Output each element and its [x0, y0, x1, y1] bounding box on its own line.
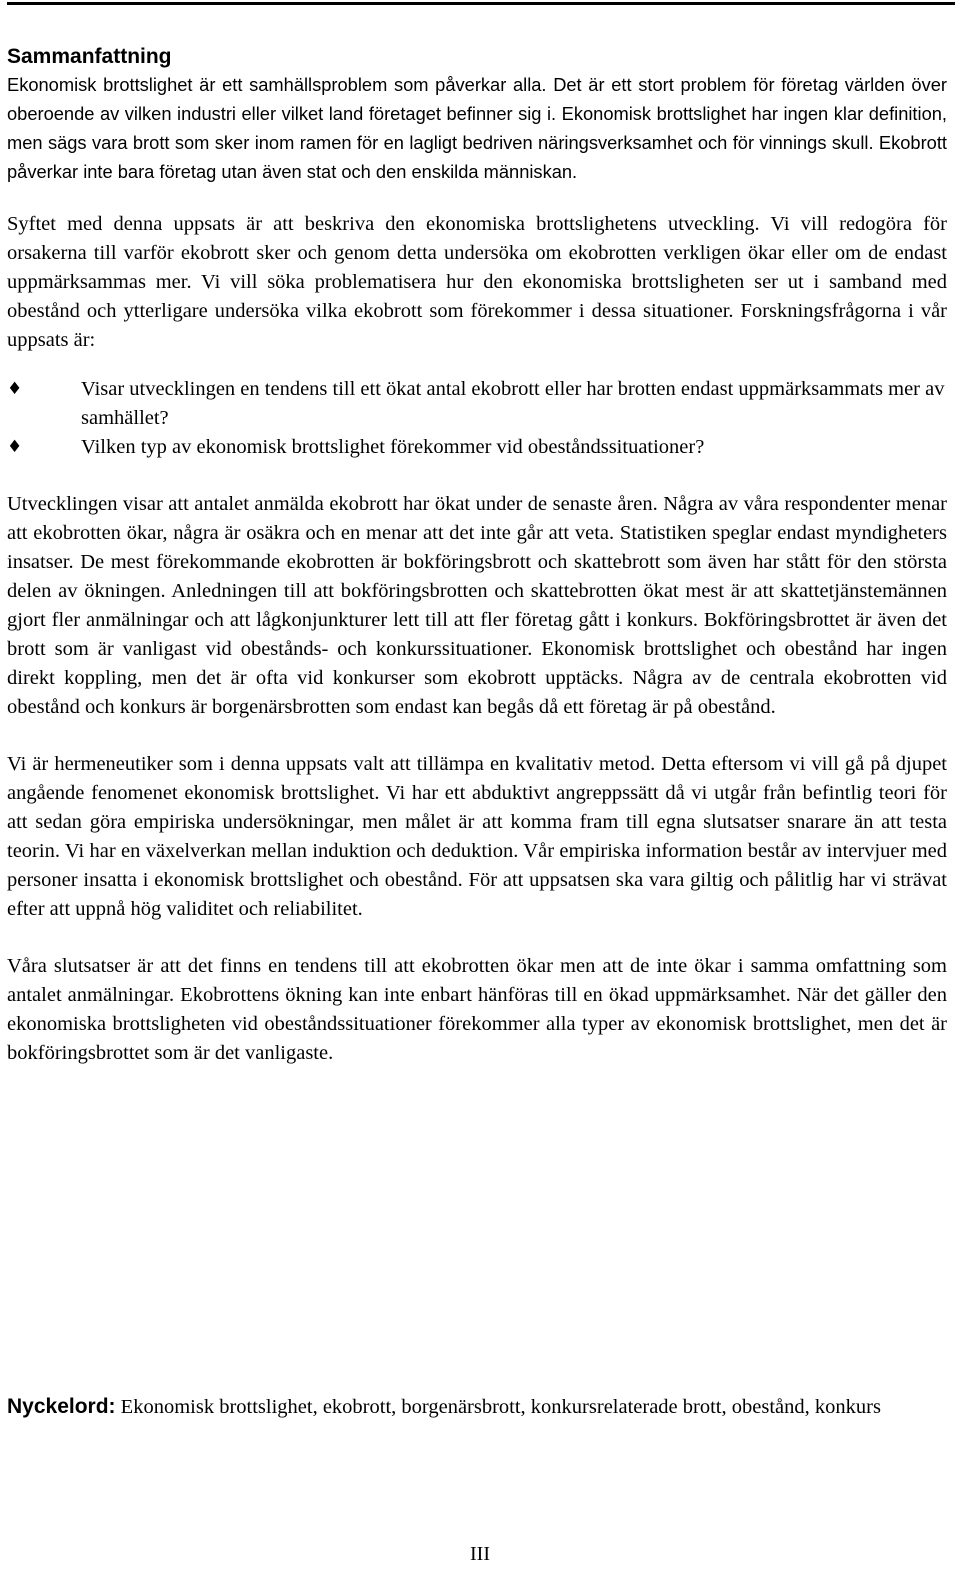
research-questions-list — [7, 375, 947, 462]
summary-section — [7, 44, 947, 1068]
page-title: Sammanfattning — [7, 45, 172, 68]
header-rule — [7, 2, 955, 5]
keywords-label: Nyckelord: — [7, 1395, 116, 1418]
method-paragraph: Vi är hermeneutiker som i denna uppsats valt att tillämpa en kvalitativ metod. Detta eftersom vi vill gå på djupet angående fenomenet ekonomisk brottslighet. Vi har ett abduktivt angreppssätt då vi utgår från befintlig teori för att sedan göra empiriska undersökningar, men målet är att komma fram till egna slutsatser snarare än att testa teorin. Vi har en växelverkan mellan induktion och deduktion. Vår empiriska information består av intervjuer med personer insatta i ekonomisk brottslighet och obestånd. För att uppsatsen ska vara giltig och pålitlig har vi strävat efter att uppnå hög validitet och reliabilitet. — [7, 753, 947, 920]
conclusion-paragraph: Våra slutsatser är att det finns en tendens till att ekobrotten ökar men att de inte ökar i samma omfattning som antalet anmälningar. Ekobrottens ökning kan inte enbart hänföras till en ökad uppmärksamhet. När det gäller den ekonomiska brottsligheten vid obeståndssituationer förekommer alla typer av ekonomisk brottslighet, men det är bokföringsbrottet som är det vanligaste. — [7, 955, 947, 1064]
results-paragraph: Utvecklingen visar att antalet anmälda ekobrott har ökat under de senaste åren. Några av våra respondenter menar att ekobrotten ökar, några är osäkra och en menar att det inte går att veta. Statistiken speglar endast myndigheters insatser. De mest förekommande ekobrotten är bokföringsbrott och skattebrott som även har stått för den största delen av ökningen. Anledningen till att bokföringsbrotten och skattebrotten ökat mest är att skattetjänstemännen gjort fler anmälningar och att lågkonjunkturer lett till att fler företag gått i konkurs. Bokföringsbrottet är även det brott som är vanligast vid obestånds- och konkurssituationer. Ekonomisk brottslighet och obestånd har ingen direkt koppling, men det är ofta vid konkurser som ekobrott upptäcks. Några av de centrala ekobrotten vid obestånd och konkurs är borgenärsbrotten som endast kan begås då ett företag är på obestånd. — [7, 493, 947, 718]
question-text: Visar utvecklingen en tendens till ett ökat antal ekobrott eller har brotten endast uppmärksammats mer av samhället? — [81, 378, 945, 429]
diamond-bullet-icon: ♦ — [7, 437, 23, 457]
purpose-paragraph: Syftet med denna uppsats är att beskriva den ekonomiska brottslighetens utveckling. Vi vill redogöra för orsakerna till varför ekobrott sker och genom detta undersöka om ekobrotten verkligen ökar eller om de endast uppmärksammas mer. Vi vill söka problematisera hur den ekonomiska brottsligheten ser ut i samband med obestånd och ytterligare undersöka vilka ekobrott som förekommer i dessa situationer. Forskningsfrågorna i vår uppsats är: — [7, 213, 947, 351]
intro-paragraph: Ekonomisk brottslighet är ett samhällsproblem som påverkar alla. Det är ett stort problem för företag världen över oberoende av vilken industri eller vilket land företaget befinner sig i. Ekonomisk brottslighet har ingen klar definition, men sägs vara brott som sker inom ramen för en lagligt bedriven näringsverksamhet och för vinnings skull. Ekobrott påverkar inte bara företag utan även stat och den enskilda människan. — [7, 74, 947, 182]
keywords-text: Ekonomisk brottslighet, ekobrott, borgenärsbrott, konkursrelaterade brott, obestånd, konkurs — [120, 1396, 881, 1418]
question-text: Vilken typ av ekonomisk brottslighet förekommer vid obeståndssituationer? — [81, 436, 705, 458]
list-item — [7, 433, 947, 462]
keywords-block — [7, 1392, 947, 1422]
list-item — [7, 375, 947, 433]
diamond-bullet-icon: ♦ — [7, 379, 23, 399]
page-number: III — [470, 1543, 490, 1565]
